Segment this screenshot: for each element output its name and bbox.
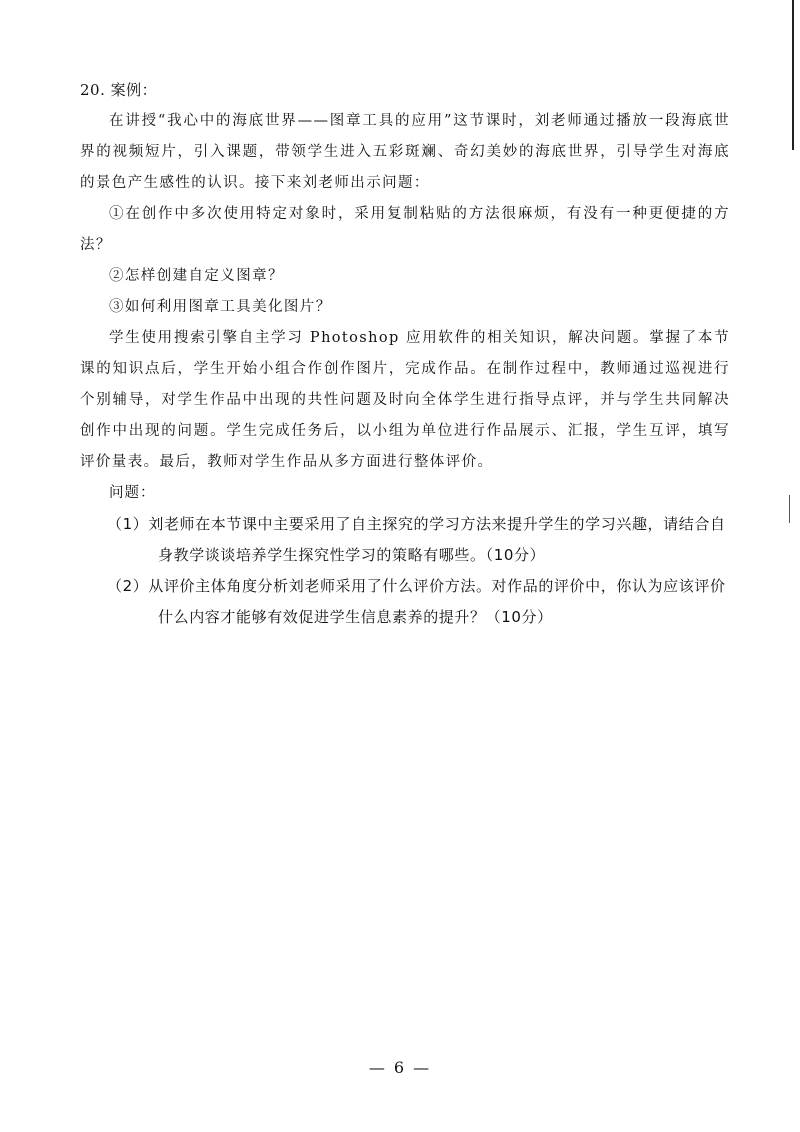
page-number: — 6 — <box>368 1058 432 1077</box>
questions-label: 问题： <box>109 485 156 501</box>
case-question-1: ①在创作中多次使用特定对象时，采用复制粘贴的方法很麻烦，有没有一种更便捷的方法？ <box>80 206 730 253</box>
question-block <box>80 80 730 633</box>
sub-question-2: （2）从评价主体角度分析刘老师采用了什么评价方法。对作品的评价中，你认为应该评价什么内容才能够有效促进学生信息素养的提升？（10分） <box>107 577 726 626</box>
case-question-3: ③如何利用图章工具美化图片？ <box>109 299 332 315</box>
case-question-2: ②怎样创建自定义图章？ <box>109 268 284 284</box>
case-paragraph-intro: 在讲授“我心中的海底世界——图章工具的应用”这节课时，刘老师通过播放一段海底世界的视频短片，引入课题，带领学生进入五彩斑斓、奇幻美妙的海底世界，引导学生对海底的景色产生感性的认识。接下来刘老师出示问题： <box>80 113 730 191</box>
scan-edge-line <box>792 0 794 150</box>
question-heading: 20. 案例： <box>80 81 158 99</box>
case-paragraph-process: 学生使用搜索引擎自主学习 Photoshop 应用软件的相关知识，解决问题。掌握了本节课的知识点后，学生开始小组合作创作图片，完成作品。在制作过程中，教师通过巡视进行个别辅导，对学生作品中出现的共性问题及时向全体学生进行指导点评，并与学生共同解决创作中出现的问题。学生完成任务后，以小组为单位进行作品展示、汇报，学生互评，填写评价量表。最后，教师对学生作品从多方面进行整体评价。 <box>80 330 730 470</box>
sub-question-1: （1）刘老师在本节课中主要采用了自主探究的学习方法来提升学生的学习兴趣，请结合自身教学谈谈培养学生探究性学习的策略有哪些。（10分） <box>107 515 726 564</box>
scan-edge-mark <box>789 495 790 523</box>
